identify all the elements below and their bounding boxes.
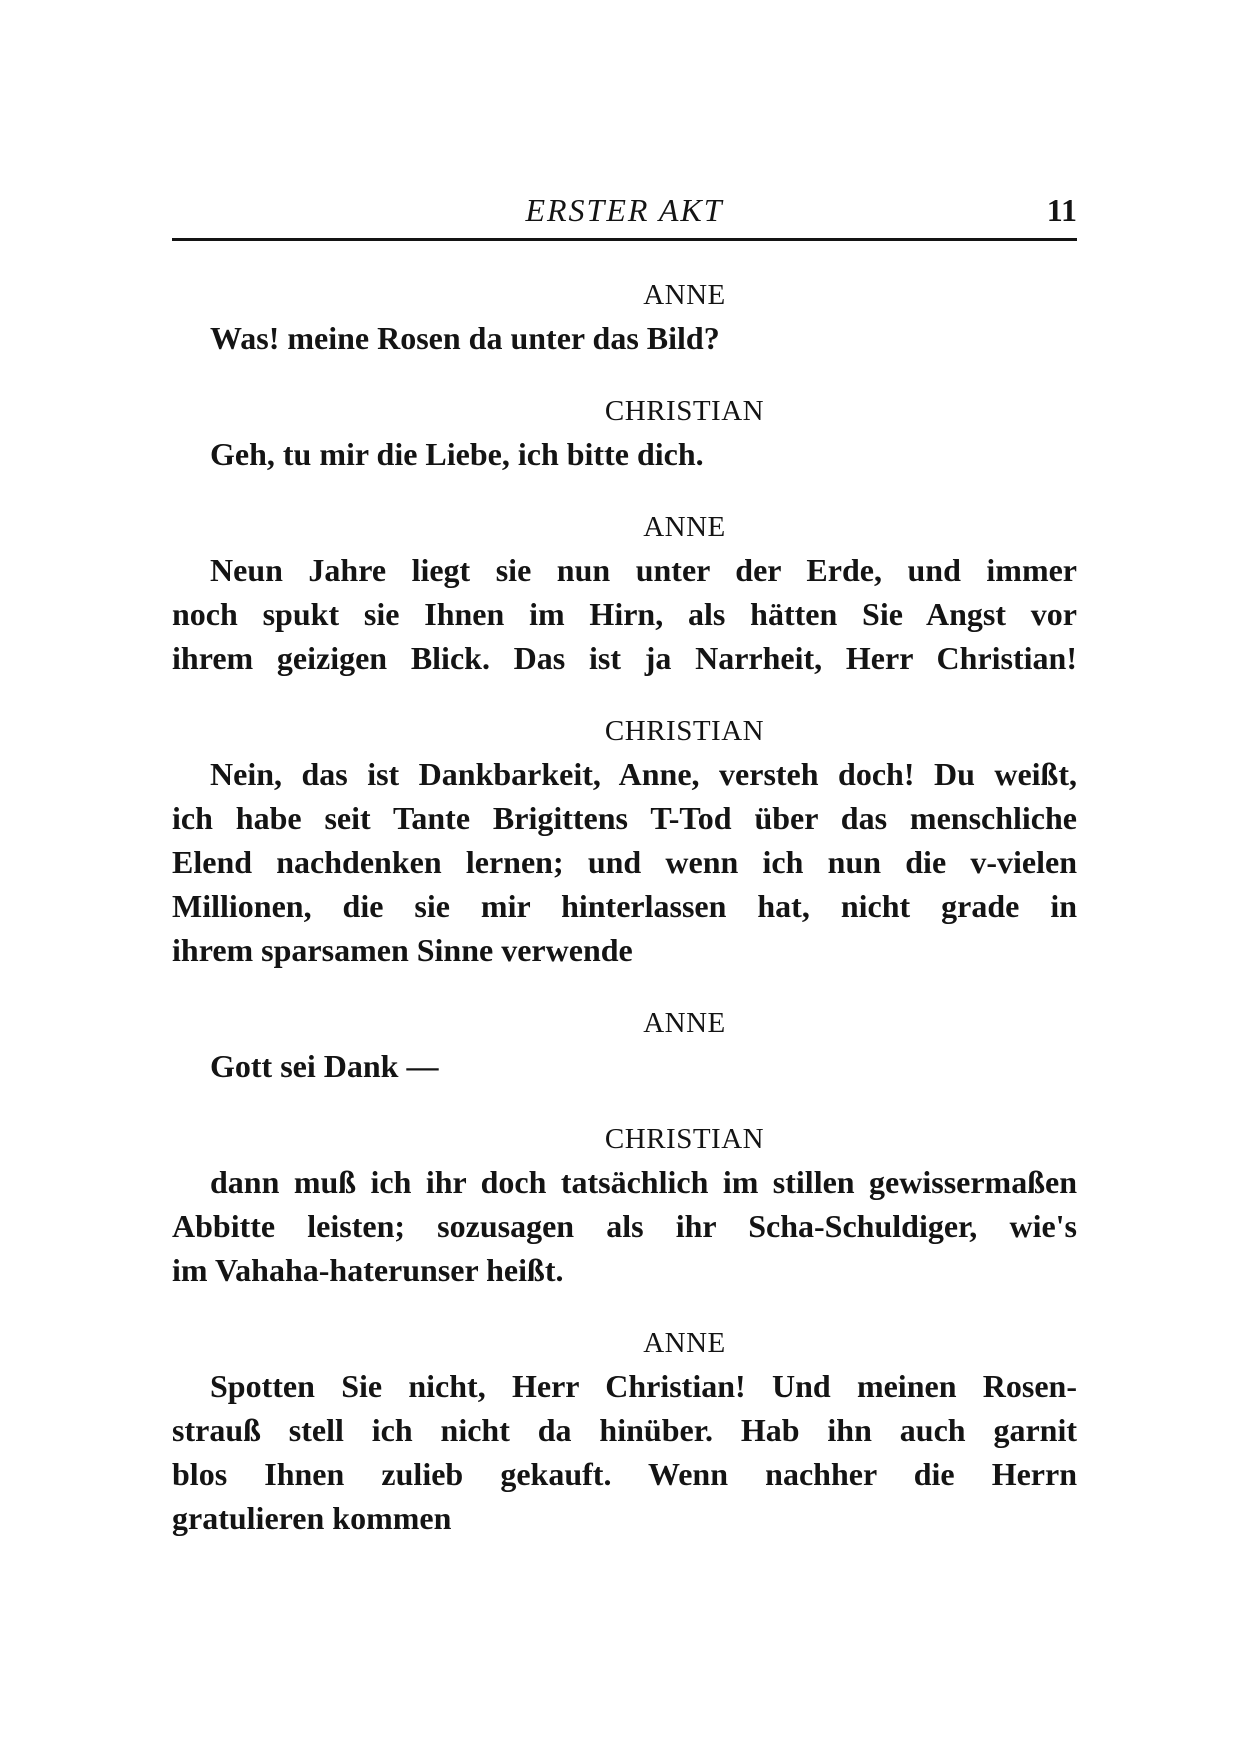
speaker-name: CHRISTIAN: [604, 715, 765, 747]
speech-christian: [172, 710, 1077, 972]
speech-line: Abbitte leisten; sozusagen als ihr Scha-Schuldiger, wie's: [172, 1208, 1077, 1244]
speech-line: ihrem sparsamen Sinne verwende: [172, 932, 633, 968]
speech-line: Neun Jahre liegt sie nun unter der Erde, und immer: [210, 552, 1077, 588]
speech-anne: [172, 1322, 1077, 1540]
speech-line: ich habe seit Tante Brigittens T-Tod über das menschliche: [172, 800, 1077, 836]
speech-line: ihrem geizigen Blick. Das ist ja Narrheit, Herr Christian!: [172, 640, 1077, 676]
dialogue-body: [172, 274, 1077, 1540]
speech-anne: [172, 1002, 1077, 1088]
header-rule: [172, 238, 1077, 241]
speaker-name: ANNE: [643, 511, 726, 543]
page-number: 11: [1046, 192, 1077, 228]
speech-line: strauß stell ich nicht da hinüber. Hab ihn auch garnit: [172, 1412, 1077, 1448]
speaker-name: ANNE: [643, 279, 726, 311]
speech-line: Millionen, die sie mir hinterlassen hat, nicht grade in: [172, 888, 1077, 924]
speech-line: Elend nachdenken lernen; und wenn ich nun die v-vielen: [172, 844, 1077, 880]
speech-line: Was! meine Rosen da unter das Bild?: [210, 320, 720, 356]
speaker-name: CHRISTIAN: [604, 395, 765, 427]
speech-line: Spotten Sie nicht, Herr Christian! Und meinen Rosen-: [210, 1368, 1077, 1404]
speaker-name: ANNE: [643, 1327, 726, 1359]
speech-line: Gott sei Dank —: [210, 1048, 439, 1084]
speech-line: Geh, tu mir die Liebe, ich bitte dich.: [210, 436, 704, 472]
speech-line: im Vahaha-haterunser heißt.: [172, 1252, 564, 1288]
speaker-name: CHRISTIAN: [604, 1123, 765, 1155]
speaker-name: ANNE: [643, 1007, 726, 1039]
speech-christian: [172, 1118, 1077, 1292]
speech-line: Nein, das ist Dankbarkeit, Anne, versteh doch! Du weißt,: [210, 756, 1077, 792]
speech-line: blos Ihnen zulieb gekauft. Wenn nachher die Herrn: [172, 1456, 1077, 1492]
speech-line: dann muß ich ihr doch tatsächlich im stillen gewissermaßen: [210, 1164, 1077, 1200]
running-head: ERSTER AKT: [525, 192, 724, 228]
speech-line: noch spukt sie Ihnen im Hirn, als hätten Sie Angst vor: [172, 596, 1077, 632]
page-header: [172, 188, 1077, 232]
speech-anne: [172, 274, 1077, 360]
speech-christian: [172, 390, 1077, 476]
speech-anne: [172, 506, 1077, 680]
speech-line: gratulieren kommen: [172, 1500, 452, 1536]
